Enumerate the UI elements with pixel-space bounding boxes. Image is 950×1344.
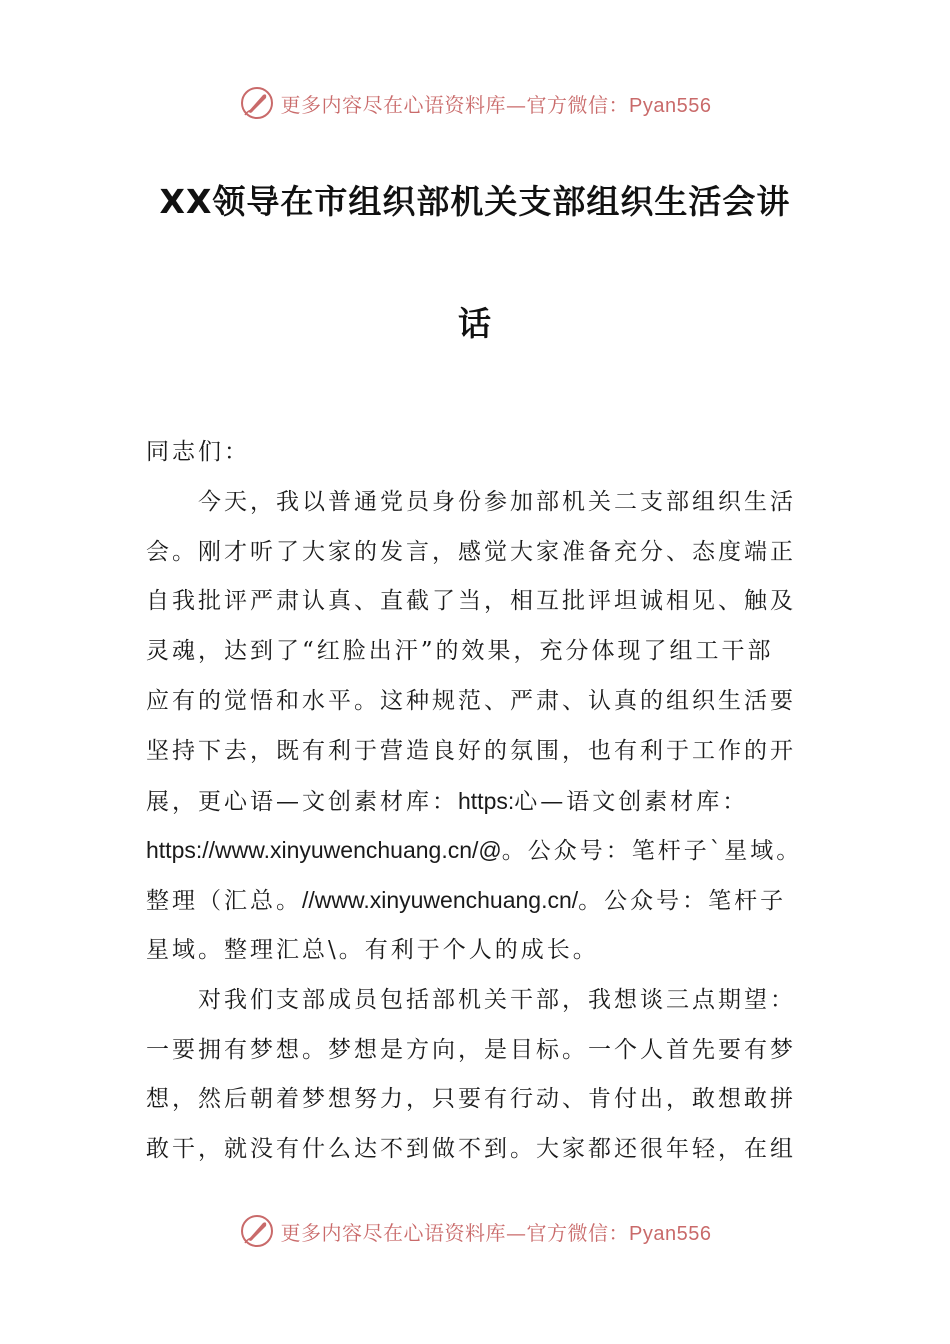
url-text: //www.xinyuwenchuang.cn/ — [302, 887, 579, 914]
body-line — [146, 1026, 836, 1076]
body-text-run: 应有的觉悟和水平。这种规范、严肃、认真的组织生活要 — [146, 687, 796, 714]
document-body — [146, 428, 836, 1175]
body-text-run: 敢干，就没有什么达不到做不到。大家都还很年轻，在组 — [146, 1136, 796, 1163]
footer-watermark-banner — [0, 1208, 950, 1254]
body-line — [146, 727, 836, 777]
body-line — [146, 428, 836, 478]
body-line — [146, 926, 836, 976]
body-text-run: 星域。整理汇总\。有利于个人的成长。 — [146, 936, 599, 963]
body-text-run: 坚持下去，既有利于营造良好的氛围，也有利于工作的开 — [146, 737, 796, 764]
body-text-run: 。公众号：笔杆子`星域。 — [501, 838, 803, 865]
body-line — [146, 826, 836, 876]
body-text-run: 。公众号：笔杆子 — [578, 888, 787, 915]
body-text-run: 会。刚才听了大家的发言，感觉大家准备充分、态度端正 — [146, 538, 796, 565]
body-text-run: 同志们： — [146, 439, 250, 465]
body-text-run: 想，然后朝着梦想努力，只要有行动、肯付出，敢想敢拼 — [146, 1086, 796, 1113]
banner-text: 更多内容尽在心语资料库—官方微信：Pyan556 — [280, 1220, 712, 1245]
url-text: https: — [458, 787, 515, 814]
body-line — [146, 976, 836, 1026]
body-line — [146, 627, 836, 677]
quill-pen-logo-icon — [239, 1213, 275, 1249]
body-line — [146, 777, 836, 827]
body-text-run: 自我批评严肃认真、直截了当，相互批评坦诚相见、触及 — [146, 588, 796, 615]
body-text-run: 心—语文创素材库： — [514, 788, 749, 815]
body-line — [146, 677, 836, 727]
header-watermark-banner — [0, 80, 950, 126]
banner-text: 更多内容尽在心语资料库—官方微信：Pyan556 — [280, 92, 712, 117]
body-line — [146, 577, 836, 627]
body-text-run: 灵魂，达到了“红脸出汗”的效果，充分体现了组工干部 — [146, 638, 774, 665]
body-line — [146, 876, 836, 926]
body-line — [146, 1125, 836, 1175]
body-line — [146, 1075, 836, 1125]
body-line — [146, 478, 836, 528]
body-text-run: 展，更心语—文创素材库： — [146, 788, 458, 815]
quill-pen-logo-icon — [239, 85, 275, 121]
document-title-line-1: XX领导在市组织部机关支部组织生活会讲 — [159, 182, 791, 221]
body-text-run: 今天，我以普通党员身份参加部机关二支部组织生活 — [198, 488, 796, 515]
body-text-run: 对我们支部成员包括部机关干部，我想谈三点期望： — [198, 986, 796, 1013]
url-text: https://www.xinyuwenchuang.cn/@ — [146, 837, 502, 864]
body-line — [146, 528, 836, 578]
body-text-run: 一要拥有梦想。梦想是方向，是目标。一个人首先要有梦 — [146, 1036, 796, 1063]
document-title-line-2: 话 — [458, 304, 492, 343]
body-text-run: 整理（汇总。 — [146, 888, 302, 915]
